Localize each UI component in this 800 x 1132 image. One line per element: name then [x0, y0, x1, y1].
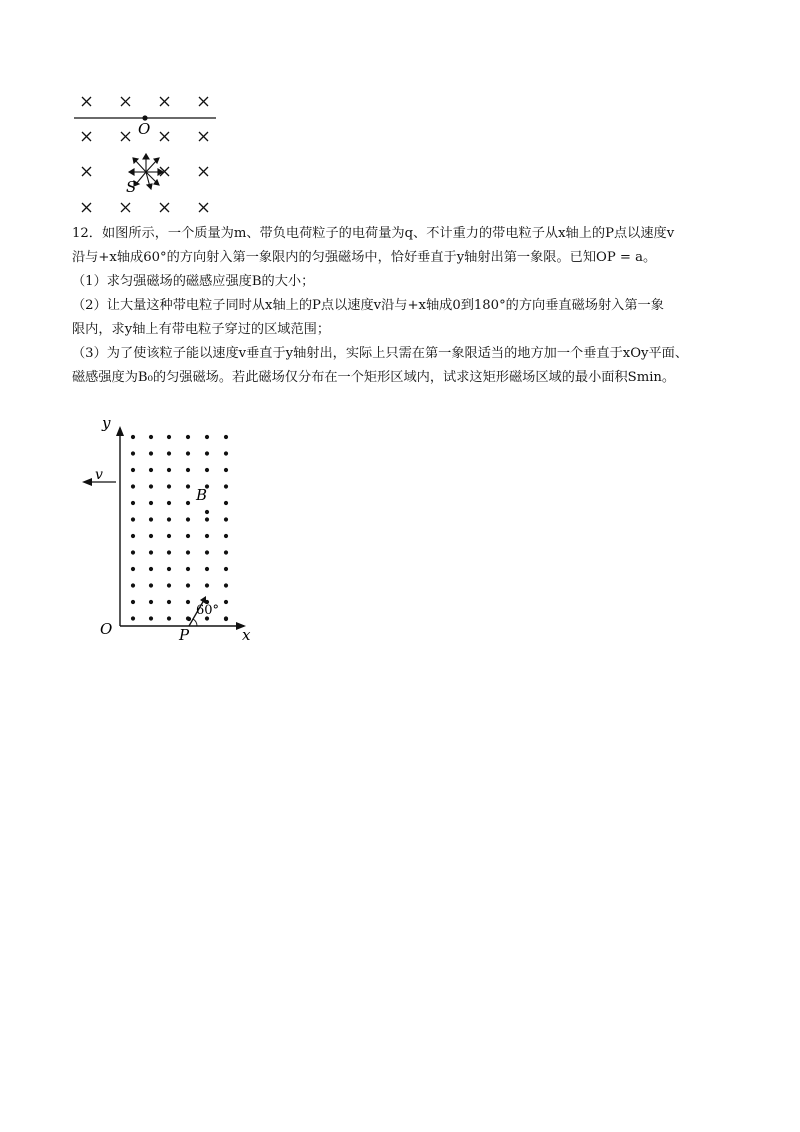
field-dot	[224, 617, 228, 621]
field-dot	[167, 583, 171, 587]
angle-arc	[193, 619, 197, 626]
field-dot	[167, 484, 171, 488]
field-dot	[167, 468, 171, 472]
field-dot	[131, 468, 135, 472]
field-dot	[186, 550, 190, 554]
field-dot	[167, 534, 171, 538]
problem-line-2: 沿与+x轴成60°的方向射入第一象限内的匀强磁场中，恰好垂直于y轴射出第一象限。已知OP = a。	[72, 250, 657, 265]
field-dot	[224, 534, 228, 538]
field-dot	[186, 600, 190, 604]
field-dot	[224, 517, 228, 521]
field-dot	[224, 468, 228, 472]
label-angle: 60°	[196, 603, 220, 618]
field-dot	[186, 501, 190, 505]
field-dot	[149, 451, 153, 455]
field-dot	[205, 550, 209, 554]
label-p: P	[179, 626, 190, 644]
field-dot	[131, 550, 135, 554]
label-s: S	[126, 178, 137, 196]
field-dot	[149, 484, 153, 488]
field-dot	[186, 451, 190, 455]
field-dot	[205, 517, 209, 521]
field-dot	[224, 567, 228, 571]
field-dot	[149, 616, 153, 620]
field-dot	[149, 468, 153, 472]
field-dot	[205, 451, 209, 455]
question-2-line-1: （2）让大量这种带电粒子同时从x轴上的P点以速度v沿与+x轴成0到180°的方向垂直磁场射入第一象	[72, 298, 664, 313]
figure-first-quadrant	[76, 408, 266, 648]
field-dot	[167, 451, 171, 455]
field-dot	[224, 600, 228, 604]
field-dot	[131, 451, 135, 455]
field-dot	[167, 616, 171, 620]
field-dot	[167, 567, 171, 571]
field-dot	[186, 517, 190, 521]
field-dot	[205, 468, 209, 472]
field-dot	[131, 534, 135, 538]
field-dot	[131, 600, 135, 604]
field-dot	[186, 567, 190, 571]
field-dot	[224, 451, 228, 455]
label-v: v	[95, 467, 103, 483]
label-o: O	[138, 120, 151, 138]
figure-field-into-page	[70, 88, 230, 223]
field-dot	[131, 501, 135, 505]
field-dot	[149, 600, 153, 604]
velocity-arrow-head	[82, 478, 92, 486]
field-dot	[149, 550, 153, 554]
question-3-line-2: 磁感强度为B₀的匀强磁场。若此磁场仅分布在一个矩形区域内，试求这矩形磁场区域的最小面积Smin。	[72, 370, 676, 385]
cross-marks	[82, 97, 208, 212]
field-dot	[186, 583, 190, 587]
field-dots	[131, 435, 228, 621]
field-dot	[205, 435, 209, 439]
field-dot	[187, 617, 191, 621]
field-dot	[167, 550, 171, 554]
field-dot	[186, 534, 190, 538]
field-dot	[149, 534, 153, 538]
label-b: B	[196, 486, 208, 504]
label-origin: O	[100, 620, 113, 638]
field-dot	[131, 484, 135, 488]
field-dot	[224, 583, 228, 587]
problem-text	[72, 222, 732, 390]
field-dot	[149, 583, 153, 587]
field-dot	[149, 435, 153, 439]
field-dot	[205, 534, 209, 538]
field-dot	[131, 517, 135, 521]
field-dot	[167, 517, 171, 521]
field-dot	[186, 484, 190, 488]
field-dot	[131, 435, 135, 439]
y-axis-arrow	[116, 426, 124, 436]
field-dot	[167, 600, 171, 604]
field-dot	[131, 616, 135, 620]
field-dot	[131, 583, 135, 587]
field-dot	[167, 501, 171, 505]
label-x: x	[242, 626, 251, 644]
problem-line-1: 12．如图所示，一个质量为m、带负电荷粒子的电荷量为q、不计重力的带电粒子从x轴上的P点以速度v	[72, 226, 675, 241]
field-dot	[205, 567, 209, 571]
field-dot	[167, 435, 171, 439]
field-dot	[224, 484, 228, 488]
field-dot	[224, 501, 228, 505]
question-3-line-1: （3）为了使该粒子能以速度v垂直于y轴射出，实际上只需在第一象限适当的地方加一个垂直于xOy平面、	[72, 346, 689, 361]
field-dot	[149, 517, 153, 521]
question-1: （1）求匀强磁场的磁感应强度B的大小；	[72, 274, 315, 289]
field-dot	[149, 501, 153, 505]
field-dot	[224, 550, 228, 554]
field-dot	[149, 567, 153, 571]
field-dot	[186, 435, 190, 439]
field-dot	[205, 583, 209, 587]
label-y: y	[102, 414, 111, 432]
field-dot	[131, 567, 135, 571]
field-dot	[224, 435, 228, 439]
field-dot	[186, 468, 190, 472]
field-dot	[205, 510, 209, 514]
question-2-line-2: 限内，求y轴上有带电粒子穿过的区域范围；	[72, 322, 331, 337]
